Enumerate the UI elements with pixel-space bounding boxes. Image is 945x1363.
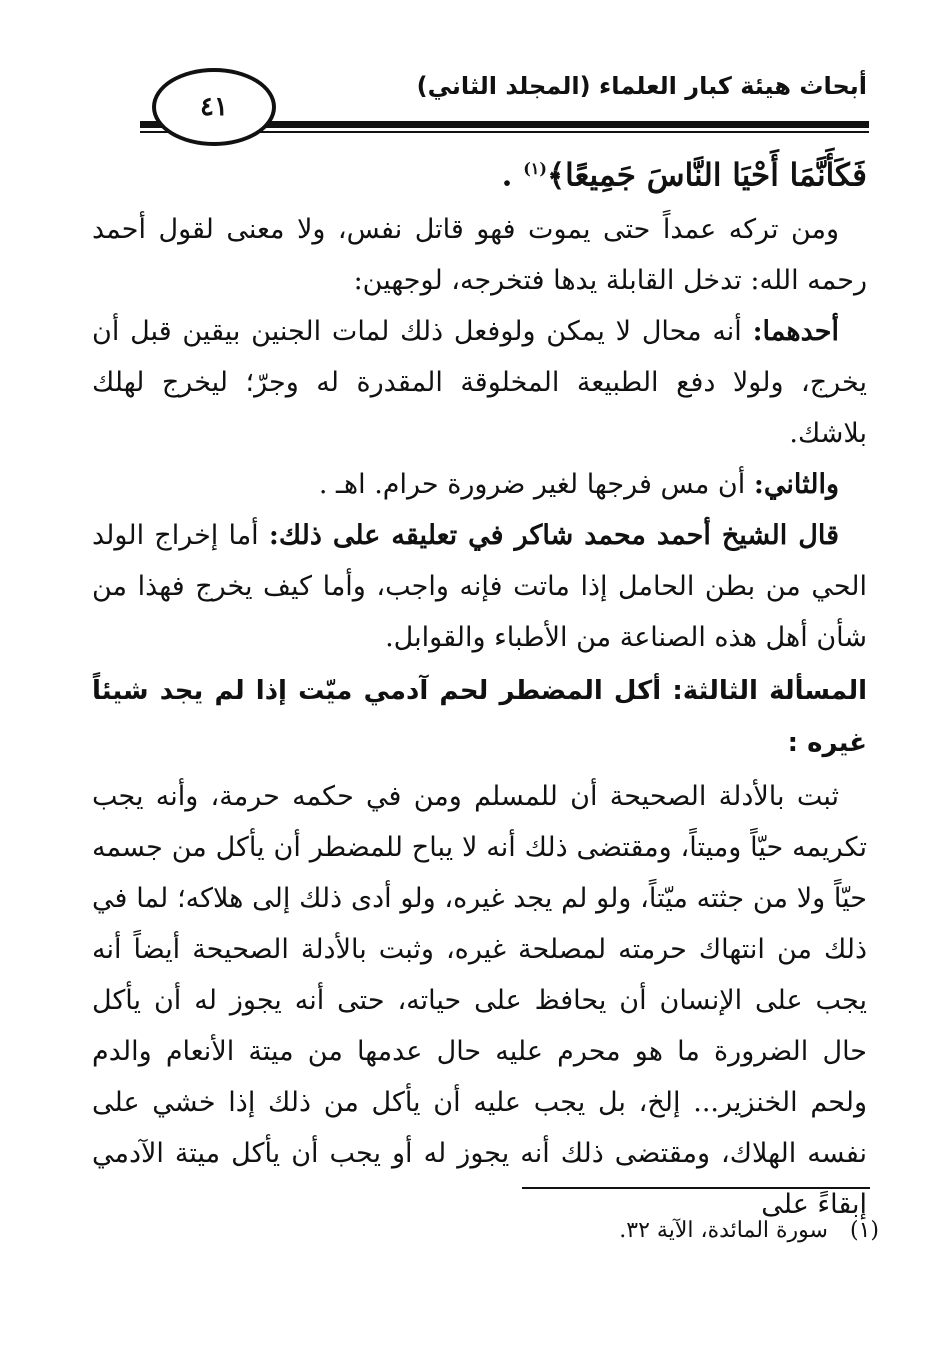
paragraph-3 [92,459,867,510]
footnote-number: (١) [849,1218,879,1243]
paragraph-2-text: أنه محال لا يمكن ولوفعل ذلك لمات الجنين بيقين قبل أن يخرج، ولولا دفع الطبيعة المخلوقة المقدرة له وجرّ؛ ليخرج لهلك بلاشك. [92,316,867,450]
page-number: ٤١ [200,92,228,122]
paragraph-3-text: أن مس فرجها لغير ضرورة حرام. اهـ . [318,469,746,501]
paragraph-4-text: أما إخراج الولد الحي من بطن الحامل إذا ماتت فإنه واجب، وأما كيف يخرج فهذا من شأن أهل هذه الصناعة من الأطباء والقوابل. [92,520,867,654]
paragraph-4-lead: قال الشيخ أحمد محمد شاكر في تعليقه على ذلك: [268,520,839,552]
paragraph-1: ومن تركه عمداً حتى يموت فهو قاتل نفس، ولا معنى لقول أحمد رحمه الله: تدخل القابلة يدها فتخرجه، لوجهين: [92,214,867,297]
verse-end: . [501,157,513,194]
section-heading: المسألة الثالثة: أكل المضطر لحم آدمي ميّت إذا لم يجد شيئاً غيره : [92,676,867,759]
running-header: أبحاث هيئة كبار العلماء (المجلد الثاني) [416,72,867,100]
page-number-oval [152,68,276,146]
main-text [92,140,867,1230]
paragraph-2 [92,306,867,459]
paragraph-5: ثبت بالأدلة الصحيحة أن للمسلم ومن في حكمه حرمة، وأنه يجب تكريمه حيّاً وميتاً، ومقتضى ذلك أنه لا يباح للمضطر أن يأكل من جسمه حيّاً ولا من جثته ميّتاً، ولو لم يجد غيره، ولو أدى ذلك إلى هلاكه؛ لما في ذلك من انتهاك حرمته لمصلحة غيره، وثبت بالأدلة الصحيحة أيضاً أنه يجب على الإنسان أن يحافظ على حياته، حتى أنه يجوز له أن يأكل حال الضرورة ما هو محرم عليه حال عدمها من ميتة الأنعام والدم ولحم الخنزير... إلخ، بل يجب عليه أن يأكل من ذلك إذا خشي على نفسه الهلاك، ومقتضى ذلك أنه يجوز له أو يجب أن يأكل ميتة الآدمي إبقاءً على [92,781,867,1221]
footnote-ref: (١) [523,159,547,178]
quran-verse: فَكَأَنَّمَا أَحْيَا النَّاسَ جَمِيعًا﴾ [546,157,867,194]
paragraph-3-lead: والثاني: [753,469,839,501]
footnote [619,1218,879,1243]
paragraph-2-lead: أحدهما: [752,316,839,348]
footnote-text: سورة المائدة، الآية ٣٢. [619,1218,828,1243]
footnote-separator [522,1187,870,1189]
paragraph-4 [92,510,867,663]
quran-verse-line [92,140,867,204]
